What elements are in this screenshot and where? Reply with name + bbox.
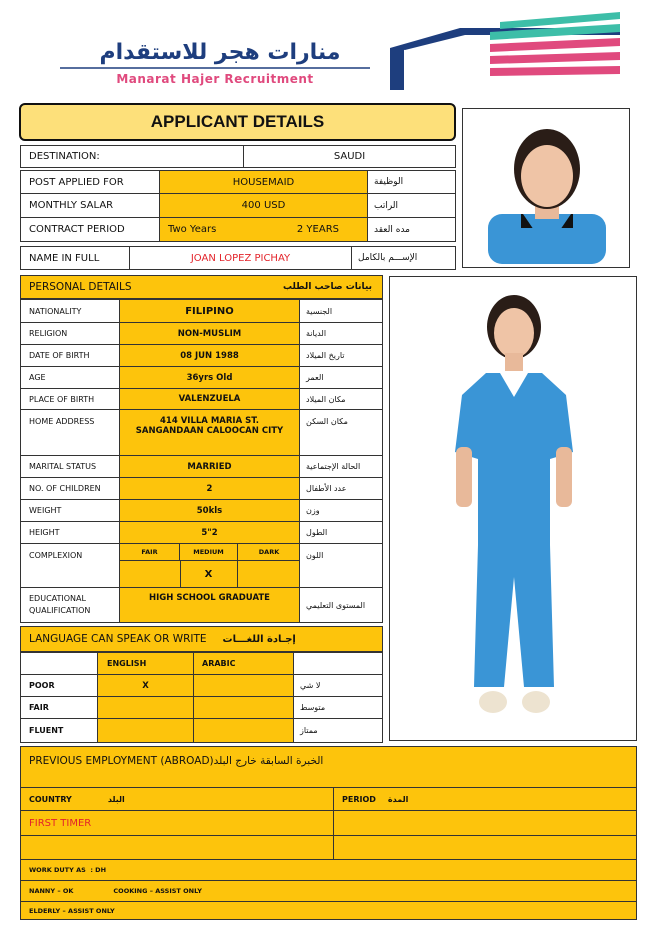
name-ar: الإســـم بالكامل <box>351 247 455 269</box>
complexion-fair: FAIR <box>120 544 180 561</box>
lang-arabic-cell <box>193 675 293 696</box>
row-value: 08 JUN 1988 <box>119 345 299 366</box>
personal-row <box>20 299 383 323</box>
salary-row <box>20 194 456 218</box>
row-value: NON-MUSLIM <box>119 323 299 344</box>
country-ar: البلد <box>107 794 125 804</box>
language-header-en: LANGUAGE CAN SPEAK OR WRITE <box>29 633 207 645</box>
complexion-medium: MEDIUM <box>180 544 238 561</box>
row-value: VALENZUELA <box>119 389 299 409</box>
personal-row <box>20 521 383 544</box>
row-ar: مكان الميلاد <box>299 389 382 409</box>
personal-row <box>20 388 383 410</box>
row-label: RELIGION <box>29 329 68 338</box>
education-label: EDUCATIONAL QUALIFICATION <box>29 594 91 615</box>
col-english: ENGLISH <box>107 659 147 668</box>
salary-ar: الراتب <box>367 194 455 217</box>
contract-value <box>159 218 367 241</box>
personal-row <box>20 366 383 389</box>
row-value: 36yrs Old <box>119 367 299 388</box>
lang-english-cell <box>97 719 193 742</box>
row-label: DATE OF BIRTH <box>29 351 90 360</box>
logo <box>60 10 630 95</box>
period-label: PERIOD <box>342 794 376 804</box>
complexion-ar: اللون <box>299 544 382 566</box>
row-value: 414 VILLA MARIA ST. SANGANDAAN CALOOCAN CITY <box>119 410 299 455</box>
lang-level-ar: لا شي <box>293 675 382 696</box>
language-head-row <box>20 652 383 675</box>
personal-row <box>20 499 383 522</box>
name-row <box>20 246 456 270</box>
contract-row <box>20 218 456 242</box>
employment-period-head <box>333 788 636 810</box>
portrait-photo <box>462 108 630 268</box>
destination-row <box>20 145 456 168</box>
complexion-label: COMPLEXION <box>29 550 83 560</box>
row-label: PLACE OF BIRTH <box>29 394 95 404</box>
post-ar: الوظيفة <box>367 171 455 193</box>
col-arabic: ARABIC <box>193 653 293 674</box>
complexion-row <box>20 543 383 588</box>
row-ar: عدد الأطفال <box>299 478 382 499</box>
contract-label: CONTRACT PERIOD <box>29 224 125 235</box>
lang-arabic-cell <box>193 719 293 742</box>
row-value: MARRIED <box>119 456 299 477</box>
employment-section <box>20 746 637 920</box>
personal-table <box>20 299 383 623</box>
education-row <box>20 587 383 623</box>
row-label: MARITAL STATUS <box>29 462 97 471</box>
page-title: APPLICANT DETAILS <box>19 103 456 141</box>
row-ar: تاريخ الميلاد <box>299 345 382 366</box>
personal-row <box>20 322 383 345</box>
education-ar: المستوى التعليمي <box>299 588 382 622</box>
row-label: WEIGHT <box>29 506 62 515</box>
name-value: JOAN LOPEZ PICHAY <box>129 247 351 269</box>
skill-cooking: COOKING – ASSIST ONLY <box>113 887 202 895</box>
row-ar: العمر <box>299 367 382 388</box>
row-ar: الطول <box>299 522 382 543</box>
employment-country-head <box>21 788 333 810</box>
portrait-image <box>463 109 629 267</box>
lang-arabic-cell <box>193 697 293 718</box>
language-header <box>20 626 383 652</box>
lang-level-label: FAIR <box>29 703 49 712</box>
logo-arabic-name: منارات هجر للاستقدام <box>99 40 341 65</box>
row-ar: الجنسية <box>299 300 382 322</box>
employment-header: PREVIOUS EMPLOYMENT (ABROAD)الخبرة السابقة خارج البلد <box>29 755 324 767</box>
personal-row <box>20 344 383 367</box>
country-label: COUNTRY <box>29 794 72 804</box>
complexion-grid <box>119 544 299 587</box>
language-table <box>20 652 383 743</box>
personal-row <box>20 409 383 456</box>
row-label: AGE <box>29 373 46 382</box>
row-value: FILIPINO <box>119 300 299 322</box>
full-body-photo <box>389 276 637 741</box>
complexion-dark: DARK <box>238 544 300 561</box>
row-ar: وزن <box>299 500 382 521</box>
complexion-mark: X <box>180 561 238 587</box>
skill-nanny: NANNY – OK <box>29 887 74 895</box>
logo-english-name: Manarat Hajer Recruitment <box>116 72 314 86</box>
personal-header <box>20 275 383 299</box>
post-label: POST APPLIED FOR <box>29 176 124 188</box>
contract-value-years: 2 YEARS <box>296 224 339 235</box>
language-row <box>20 696 383 719</box>
language-row <box>20 674 383 697</box>
skills-line <box>29 881 629 901</box>
personal-row <box>20 455 383 478</box>
lang-level-ar: ممتاز <box>293 719 382 742</box>
destination-value: SAUDI <box>243 146 455 167</box>
personal-row <box>20 477 383 500</box>
full-body-image <box>390 277 636 740</box>
row-value: 5"2 <box>119 522 299 543</box>
contract-ar: مده العقد <box>367 218 455 241</box>
row-label: HEIGHT <box>29 528 60 537</box>
destination-label: DESTINATION: <box>29 151 100 162</box>
education-value: HIGH SCHOOL GRADUATE <box>119 588 299 622</box>
duty-line: WORK DUTY AS : DH <box>29 866 107 874</box>
language-row <box>20 718 383 743</box>
lang-english-cell <box>97 697 193 718</box>
lang-level-label: POOR <box>29 681 55 690</box>
salary-label: MONTHLY SALAR <box>29 200 114 211</box>
row-ar: الديانة <box>299 323 382 344</box>
lang-level-ar: متوسط <box>293 697 382 718</box>
post-row <box>20 170 456 194</box>
lang-english-cell: X <box>97 675 193 696</box>
language-header-ar: إجـادة اللغـــات <box>222 633 296 645</box>
post-value: HOUSEMAID <box>159 171 367 193</box>
salary-value: 400 USD <box>159 194 367 217</box>
lang-level-label: FLUENT <box>29 726 64 735</box>
row-label: HOME ADDRESS <box>29 416 95 426</box>
row-label: NATIONALITY <box>29 306 82 316</box>
row-value: 50kls <box>119 500 299 521</box>
personal-header-ar: بيانات صاحب الطلب <box>282 282 372 292</box>
country-value: FIRST TIMER <box>29 817 92 829</box>
row-label: NO. OF CHILDREN <box>29 484 101 493</box>
name-label: NAME IN FULL <box>29 252 100 264</box>
personal-header-en: PERSONAL DETAILS <box>29 281 132 293</box>
row-ar: مكان السكن <box>299 410 382 432</box>
contract-value-words: Two Years <box>168 224 217 235</box>
row-ar: الحالة الإجتماعية <box>299 456 382 477</box>
period-ar: المدة <box>387 794 409 804</box>
skill-elderly: ELDERLY – ASSIST ONLY <box>29 906 115 915</box>
row-value: 2 <box>119 478 299 499</box>
